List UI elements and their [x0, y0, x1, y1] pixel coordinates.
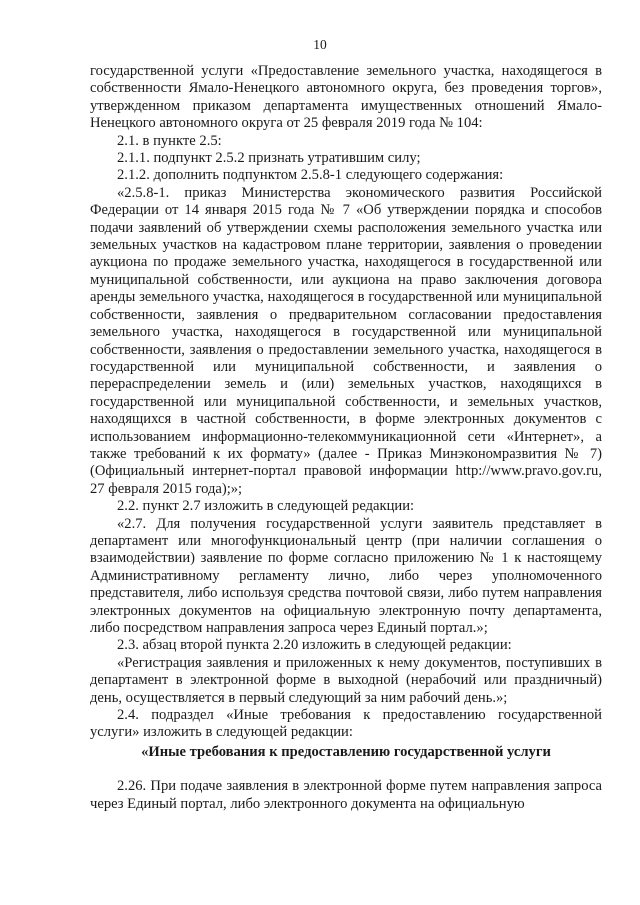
page-number: 10 [313, 37, 327, 52]
paragraph-2-26: 2.26. При подаче заявления в электронной форме путем направления запроса через Единый портал, либо электронного документа на официальную [90, 778, 602, 812]
paragraph-2-7: «2.7. Для получения государственной услуги заявитель представляет в департамент или многофункциональный центр (при наличии соглашения о взаимодействии) заявление по форме согласно приложению № 1 к настоящему Административному регламенту лично, либо через уполномоченного представителя, либо используя средства почтовой связи, либо путем направления электронных документов на официальную электронную почту департамента, либо посредством направления запроса через Единый портал.»; [90, 515, 602, 636]
paragraph-2-3: 2.3. абзац второй пункта 2.20 изложить в следующей редакции: [117, 637, 512, 654]
paragraph-2-4: 2.4. подраздел «Иные требования к предоставлению государственной услуги» изложить в следующей редакции: [90, 707, 602, 741]
paragraph-2-1-1: 2.1.1. подпункт 2.5.2 признать утратившим силу; [117, 150, 421, 167]
section-gap [90, 761, 602, 778]
paragraph-2-5-8-1: «2.5.8-1. приказ Министерства экономического развития Российской Федерации от 14 января 2015 года № 7 «Об утверждении порядка и способов подачи заявлений об утверждении схемы расположения земельного участка или земельных участков на кадастровом плане территории, заявления о проведении аукциона по продаже земельного участка, находящегося в государственной или муниципальной собственности, или аукциона на право заключения договора аренды земельного участка, находящегося в государственной или муниципальной собственности, заявления о предварительном согласовании предоставления земельного участка, находящегося в государственной или муниципальной собственности, заявления о предоставлении земельного участка, находящегося в государственной или муниципальной собственности, и заявления о перераспределении земель и (или) земельных участков, находящихся в государственной или муниципальной собственности, и земельных участков, находящихся в частной собственности, в форме электронных документов с использованием информационно-телекоммуникационной сети «Интернет», а также требований к их формату» (далее - Приказ Минэкономразвития № 7) (Официальный интернет-портал правовой информации http://www.pravo.gov.ru, 27 февраля 2015 года);»; [90, 184, 602, 497]
paragraph-2-1: 2.1. в пункте 2.5: [117, 132, 222, 149]
paragraph-2-2: 2.2. пункт 2.7 изложить в следующей редакции: [117, 498, 415, 515]
section-heading: «Иные требования к предоставлению государственной услуги [141, 743, 551, 760]
paragraph-registration: «Регистрация заявления и приложенных к нему документов, поступивших в департамент в электронной форме в выходной (нерабочий или праздничный) день, осуществляется в первый следующий за ним рабочий день.»; [90, 654, 602, 706]
paragraph-intro: государственной услуги «Предоставление земельного участка, находящегося в собственности Ямало-Ненецкого автономного округа, без проведения торгов», утвержденном приказом департамента имущественных отношений Ямало-Ненецкого автономного округа от 25 февраля 2019 года № 104: [90, 63, 602, 132]
document-body [90, 63, 602, 813]
paragraph-2-1-2: 2.1.2. дополнить подпунктом 2.5.8-1 следующего содержания: [117, 167, 504, 184]
